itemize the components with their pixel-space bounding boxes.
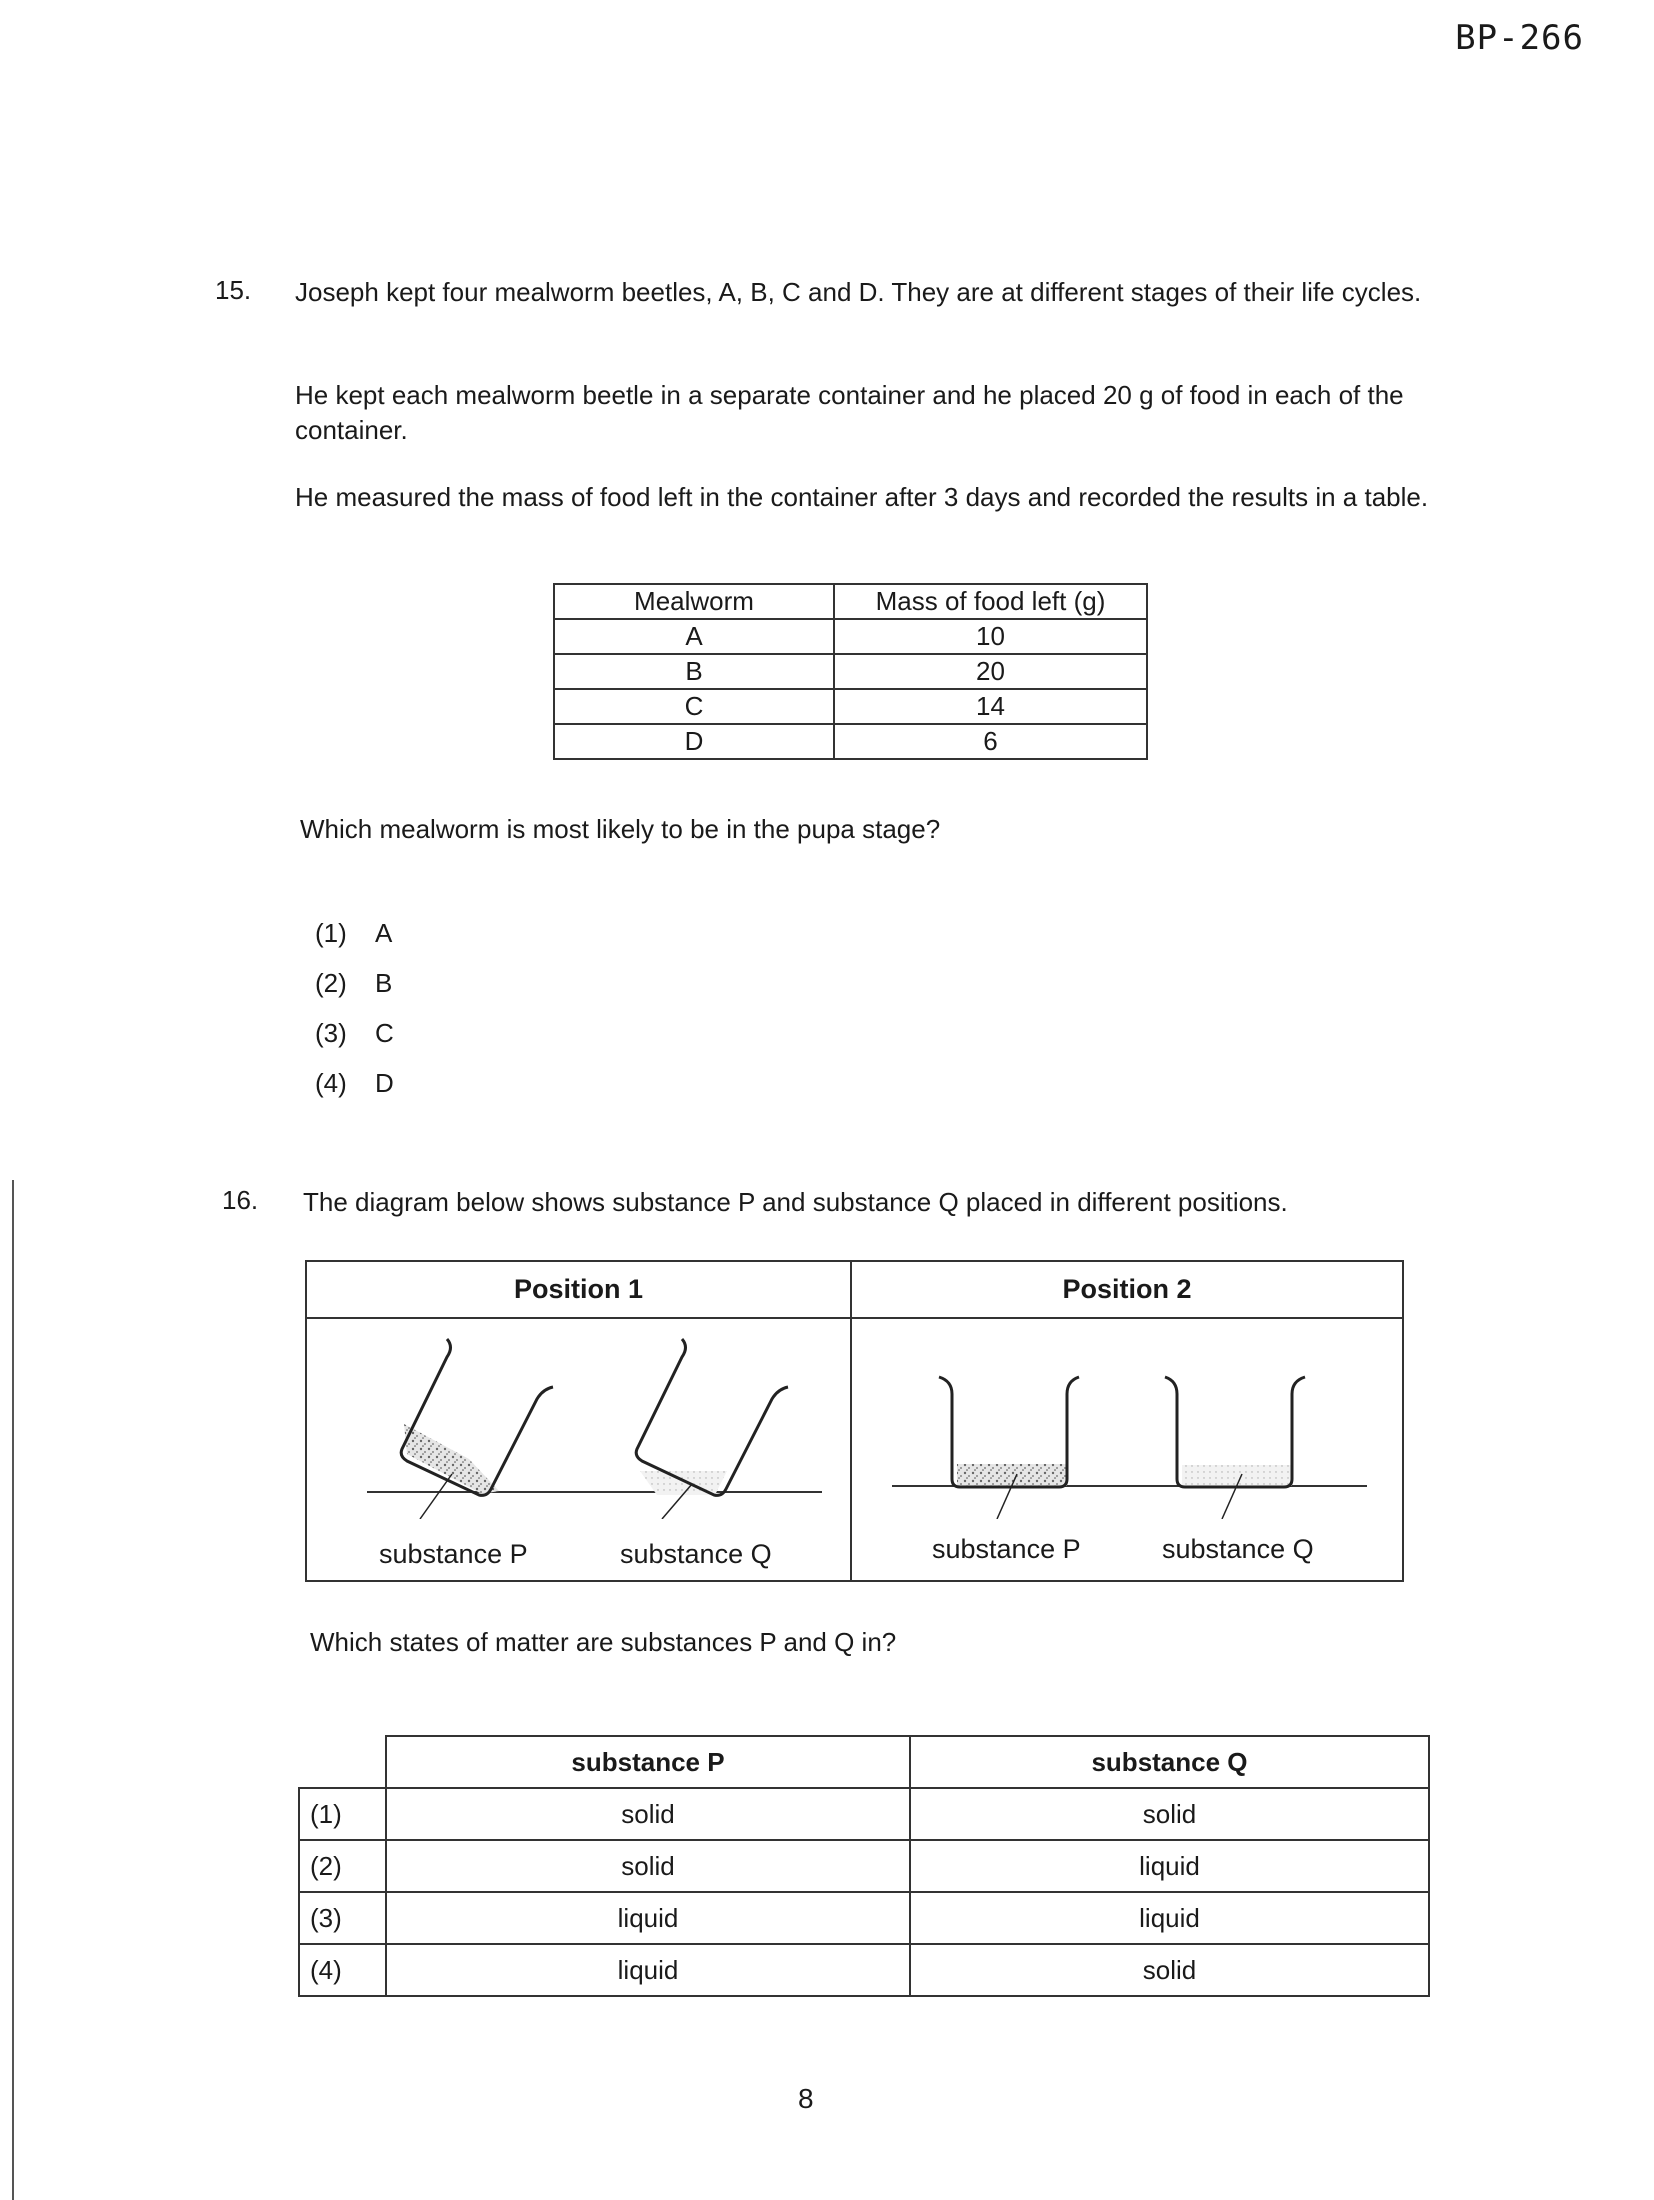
table-cell: liquid	[386, 1892, 910, 1944]
beakers-drawing	[307, 1319, 1402, 1519]
label-substance-p-1: substance P	[379, 1539, 528, 1569]
q16-question: Which states of matter are substances P and Q in?	[310, 1627, 897, 1657]
q15-para3: He measured the mass of food left in the container after 3 days and recorded the results in a table.	[295, 482, 1429, 512]
table-cell: C	[554, 689, 834, 724]
option-number: (4)	[299, 1944, 386, 1996]
q15-option-1[interactable]	[315, 918, 392, 949]
upright-beaker-p	[939, 1377, 1079, 1487]
scan-edge-line	[12, 1180, 14, 2200]
page-number: 8	[798, 2083, 814, 2114]
q15-option-4[interactable]	[315, 1068, 394, 1099]
table-cell: D	[554, 724, 834, 759]
q16-intro: The diagram below shows substance P and substance Q placed in different positions.	[303, 1187, 1288, 1217]
table-header-substance-p: substance P	[386, 1736, 910, 1788]
q15-para1: Joseph kept four mealworm beetles, A, B, C and D. They are at different stages of their life cycles.	[295, 277, 1422, 307]
option-row-1[interactable]	[299, 1788, 1429, 1840]
option-number: (2)	[299, 1840, 386, 1892]
table-cell: solid	[910, 1944, 1429, 1996]
table-cell: 6	[834, 724, 1147, 759]
table-row	[554, 619, 1147, 654]
table-cell: solid	[910, 1788, 1429, 1840]
position-2-title: Position 2	[1062, 1274, 1192, 1304]
tilted-beaker-p	[401, 1339, 553, 1495]
option-number: (4)	[315, 1068, 347, 1098]
option-row-4[interactable]	[299, 1944, 1429, 1996]
q15-option-3[interactable]	[315, 1018, 394, 1049]
empty-corner-cell	[299, 1736, 386, 1788]
option-row-2[interactable]	[299, 1840, 1429, 1892]
page-code: BP-266	[1455, 18, 1584, 58]
q15-option-2[interactable]	[315, 968, 392, 999]
option-number: (2)	[315, 968, 347, 998]
states-options-table	[298, 1735, 1430, 1997]
table-row	[554, 689, 1147, 724]
tilted-beaker-q	[636, 1339, 788, 1495]
q16-number: 16.	[222, 1185, 259, 1215]
table-cell: 20	[834, 654, 1147, 689]
upright-beaker-q	[1165, 1377, 1305, 1487]
table-cell: liquid	[910, 1892, 1429, 1944]
table-cell: 10	[834, 619, 1147, 654]
table-cell: A	[554, 619, 834, 654]
q15-para2: He kept each mealworm beetle in a separate container and he placed 20 g of food in each of the container.	[295, 380, 1404, 445]
table-cell: liquid	[386, 1944, 910, 1996]
option-number: (1)	[315, 918, 347, 948]
q15-number: 15.	[215, 275, 252, 305]
table-header-row	[554, 584, 1147, 619]
pointer-line	[420, 1474, 452, 1519]
mealworm-table	[553, 583, 1148, 760]
label-substance-q-2: substance Q	[1162, 1534, 1314, 1564]
option-number: (1)	[299, 1788, 386, 1840]
label-substance-q-1: substance Q	[620, 1539, 772, 1569]
q15-question: Which mealworm is most likely to be in the pupa stage?	[300, 814, 941, 844]
table-header-mealworm: Mealworm	[554, 584, 834, 619]
table-header-mass: Mass of food left (g)	[834, 584, 1147, 619]
table-cell: solid	[386, 1788, 910, 1840]
option-value: B	[375, 968, 393, 998]
option-value: C	[375, 1018, 394, 1048]
table-cell: liquid	[910, 1840, 1429, 1892]
positions-diagram	[305, 1260, 1404, 1582]
table-cell: B	[554, 654, 834, 689]
option-row-3[interactable]	[299, 1892, 1429, 1944]
option-value: D	[375, 1068, 394, 1098]
position-1-title: Position 1	[513, 1274, 643, 1304]
option-number: (3)	[315, 1018, 347, 1048]
table-row	[554, 654, 1147, 689]
table-header-substance-q: substance Q	[910, 1736, 1429, 1788]
label-substance-p-2: substance P	[932, 1534, 1081, 1564]
table-cell: solid	[386, 1840, 910, 1892]
table-row	[554, 724, 1147, 759]
table-header-row	[299, 1736, 1429, 1788]
option-number: (3)	[299, 1892, 386, 1944]
option-value: A	[375, 918, 393, 948]
table-cell: 14	[834, 689, 1147, 724]
